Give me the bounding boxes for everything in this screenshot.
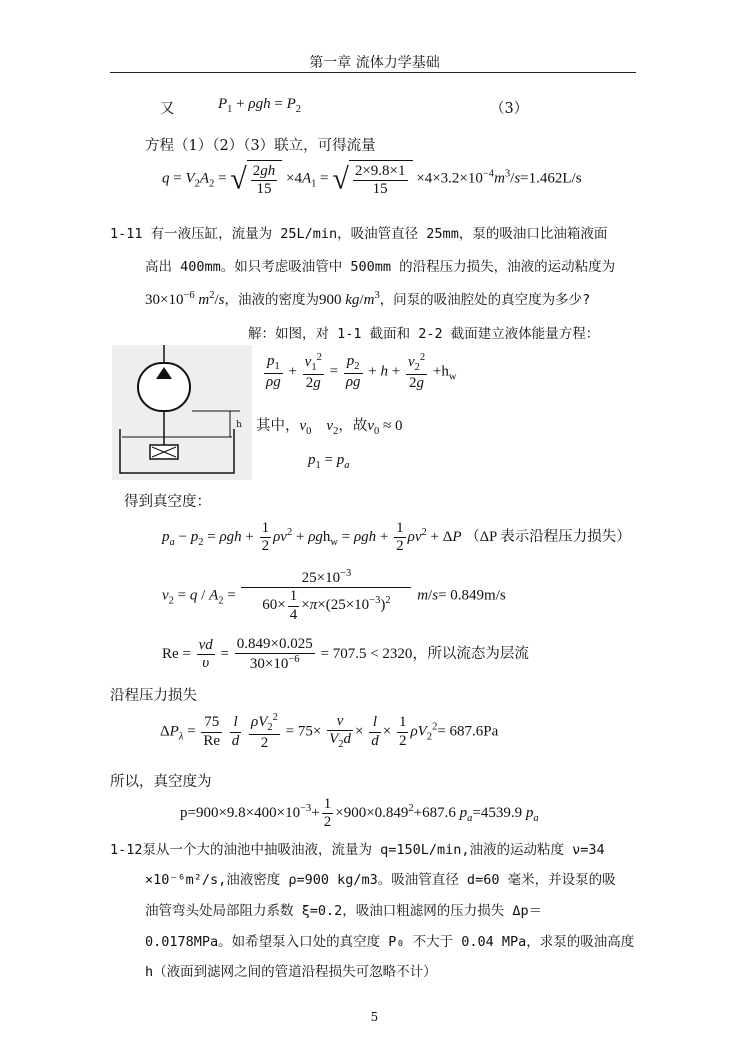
page-header: 第一章 流体力学基础 bbox=[309, 55, 440, 71]
svg-text:h: h bbox=[236, 420, 242, 430]
v2-equation: $v_2 = q / A_2$ = $25\times 10^{-3}$ 60× $\frac{1}{4}$ $\times\pi\times(25\times 10^{-3})^2$ m/s= 0.849m/s bbox=[162, 568, 506, 623]
p111-line2: 高出 400mm。如只考虑吸油管中 500mm 的沿程压力损失，油液的运动粘度为 bbox=[145, 259, 616, 275]
q-formula: $q = V_2A_2$ = √ $\frac{2gh}{15}$ $\times 4A_1$ = √ $\frac{2\times 9.8\times 1}{15}$ $\times 4\times 3.2\times 10^{-4}m^3/s=1.462L/s$ bbox=[162, 160, 582, 199]
solution-intro: 解：如图，对 1-1 截面和 2-2 截面建立液体能量方程： bbox=[248, 326, 600, 342]
re-result: = 707.5 < 2320， bbox=[320, 646, 428, 663]
re-equation: Re = $\frac{vd}{\upsilon}$ = $\frac{0.849\times 0.025}{30\times 10^{-6}}$ = 707.5 < 2320，所以流态为层流 bbox=[162, 636, 529, 673]
q-result: =1.462L/s bbox=[520, 170, 582, 187]
p111-line1: 1-11 有一液压缸，流量为 25L/min，吸油管直径 25mm，泵的吸油口比油箱液面 bbox=[110, 226, 608, 242]
dp-note: （ΔP 表示沿程压力损失） bbox=[465, 529, 631, 546]
eq3-tag: （3） bbox=[490, 101, 529, 117]
p112-line3: 油管弯头处局部阻力系数 ξ=0.2，吸油口粗滤网的压力损失 Δp＝ bbox=[145, 903, 543, 919]
therefore-label: 所以，真空度为 bbox=[110, 774, 212, 790]
p112-line1: 1-12泵从一个大的油池中抽吸油液，流量为 q=150L/min,油液的运动粘度 ν=34 bbox=[110, 842, 605, 858]
v2-result: = 0.849m/s bbox=[438, 587, 506, 604]
p112-line4: 0.0178MPa。如希望泵入口处的真空度 P₀ 不大于 0.04 MPa，求泵的吸油高度 bbox=[145, 934, 635, 950]
vacuum-label: 得到真空度： bbox=[124, 494, 211, 510]
combine-text: 方程（1）（2）（3）联立，可得流量 bbox=[145, 138, 376, 154]
p112-line2: ×10⁻⁶m²/s,油液密度 ρ=900 kg/m3。吸油管直径 d=60 毫米，并设泵的吸 bbox=[145, 872, 616, 888]
eq3: $P_1 + \rho gh = P_2$ bbox=[218, 96, 301, 115]
where-line: 其中，$v_0$ $v_2$，故$v_0 \approx 0$ bbox=[256, 418, 403, 437]
line-you bbox=[160, 97, 175, 118]
where-label: 其中， bbox=[256, 418, 300, 434]
p-final-equation: $p=900\times 9.8\times 400\times 10^{-3}+$ $\frac{1}{2}$ $\times 900\times 0.849^2+687.6$ $p_a=4539.9$ $p_a$ bbox=[180, 796, 539, 831]
dp-equation: $\Delta P_\lambda$ = $\frac{75}{Re}$ $\frac{l}{d}$ $\frac{\rho V_2^2}{2}$ = 75× $\frac{\nu}{V_2d}$ × $\frac{l}{d}$ × $\frac{1}{2}$ $\rho V_2^2= 687.6Pa$ bbox=[160, 712, 499, 752]
p1-eq-pa: $p_1 = p_a$ bbox=[308, 452, 350, 471]
energy-equation: $\frac{p_1}{\rho g}$ + $\frac{v_1^2}{2g}$ = $\frac{p_2}{\rho g}$ + h + $\frac{v_2^2}{2g}$ $+h_w$ bbox=[266, 352, 457, 392]
pump-tank-diagram bbox=[112, 345, 252, 480]
loss-label: 沿程压力损失 bbox=[110, 688, 197, 704]
page-number: 5 bbox=[370, 1010, 379, 1024]
p112-line5: h（液面到滤网之间的管道沿程损失可忽略不计） bbox=[145, 964, 437, 980]
p112-number: 1-12 bbox=[110, 842, 143, 858]
you-label: 又 bbox=[160, 101, 175, 117]
p111-number: 1-11 bbox=[110, 226, 143, 242]
dp-result: = 687.6Pa bbox=[437, 723, 499, 740]
header-rule bbox=[110, 72, 636, 73]
re-conclusion: 所以流态为层流 bbox=[427, 646, 529, 663]
p111-line3: $30\times 10^{-6}$ $m^2/s$，油液的密度为900 $kg/m^3$，问泵的吸油腔处的真空度为多少? bbox=[145, 290, 591, 308]
vacuum-equation: $p_a - p_2 = \rho gh$ + $\frac{1}{2}$ $\rho v^2 + \rho gh_w = \rho gh$ + $\frac{1}{2}$ $\rho v^2 + \Delta P$ （ΔP 表示沿程压力损失） bbox=[162, 520, 631, 555]
